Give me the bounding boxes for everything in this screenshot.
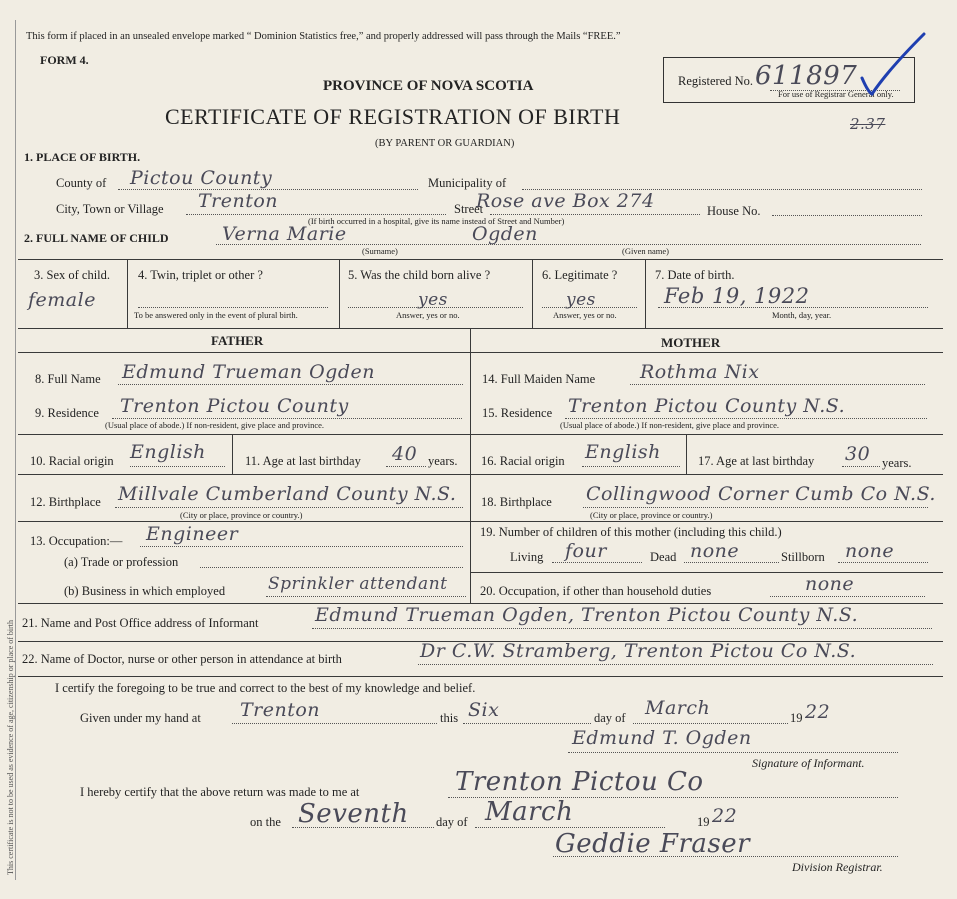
- registrar-text: I hereby certify that the above return was made to me at: [80, 785, 360, 799]
- registrar-year-prefix: 19: [697, 815, 710, 829]
- page-title: CERTIFICATE OF REGISTRATION OF BIRTH: [165, 104, 621, 129]
- registrar-day-of-label: day of: [436, 815, 468, 829]
- mother-residence-value: Trenton Pictou County N.S.: [568, 395, 846, 417]
- informant-signature-caption: Signature of Informant.: [752, 756, 865, 770]
- mother-heading: MOTHER: [661, 335, 721, 350]
- given-caption: (Given name): [622, 246, 669, 256]
- child-surname: Ogden: [472, 223, 538, 245]
- father-age-value: 40: [392, 443, 418, 465]
- business-label: (b) Business in which employed: [64, 584, 226, 598]
- corner-mark: 2.37: [850, 115, 886, 133]
- informant-label: 21. Name and Post Office address of Informant: [22, 616, 259, 630]
- father-name-value: Edmund Trueman Ogden: [122, 361, 375, 383]
- mother-occupation-label: 20. Occupation, if other than household duties: [480, 584, 712, 598]
- legitimate-value: yes: [566, 290, 596, 310]
- province-heading: PROVINCE OF NOVA SCOTIA: [323, 78, 534, 94]
- registrar-signature: Geddie Fraser: [555, 829, 751, 859]
- mother-birthplace-value: Collingwood Corner Cumb Co N.S.: [586, 483, 936, 505]
- mother-residence-label: 15. Residence: [482, 406, 553, 420]
- alive-label: 5. Was the child born alive ?: [348, 268, 491, 282]
- sex-value: female: [28, 289, 96, 311]
- father-racial-label: 10. Racial origin: [30, 454, 114, 468]
- house-label: House No.: [707, 204, 761, 218]
- registrar-month-value: March: [485, 797, 574, 827]
- father-residence-value: Trenton Pictou County: [120, 395, 349, 417]
- twin-label: 4. Twin, triplet or other ?: [138, 268, 263, 282]
- mother-years: years.: [882, 456, 912, 470]
- registrar-day-value: Seventh: [298, 799, 409, 829]
- father-birthplace-note: (City or place, province or country.): [180, 510, 303, 520]
- street-label: Street: [454, 202, 484, 216]
- child-given-name: Verna Marie: [222, 223, 347, 245]
- father-residence-label: 9. Residence: [35, 406, 99, 420]
- registrar-caption: Division Registrar.: [792, 860, 883, 874]
- living-value: four: [565, 540, 607, 562]
- mother-residence-note: (Usual place of abode.) If non-resident, give place and province.: [560, 420, 780, 430]
- sex-label: 3. Sex of child.: [34, 268, 111, 282]
- margin-rule: [15, 20, 16, 880]
- trade-label: (a) Trade or profession: [64, 555, 179, 569]
- county-value: Pictou County: [130, 167, 273, 189]
- stillborn-label: Stillborn: [781, 550, 825, 564]
- on-the-label: on the: [250, 815, 281, 829]
- mother-name-label: 14. Full Maiden Name: [482, 372, 596, 386]
- municipality-label: Municipality of: [428, 176, 507, 190]
- registered-label: Registered No.: [678, 74, 753, 88]
- legitimate-note: Answer, yes or no.: [553, 310, 617, 320]
- business-value: Sprinkler attendant: [268, 574, 448, 594]
- mail-notice: This form if placed in an unsealed envelope marked “ Dominion Statistics free,” and properly addressed will pass through the Mails “FREE.”: [26, 31, 621, 42]
- day-of-label: day of: [594, 711, 626, 725]
- county-label: County of: [56, 176, 107, 190]
- father-birthplace-label: 12. Birthplace: [30, 495, 101, 509]
- legitimate-label: 6. Legitimate ?: [542, 268, 618, 282]
- city-label: City, Town or Village: [56, 202, 164, 216]
- dob-label: 7. Date of birth.: [655, 268, 735, 282]
- surname-caption: (Surname): [362, 246, 398, 256]
- dob-value: Feb 19, 1922: [664, 284, 810, 308]
- doctor-label: 22. Name of Doctor, nurse or other person in attendance at birth: [22, 652, 342, 666]
- registrar-year-value: 22: [712, 805, 738, 827]
- father-heading: FATHER: [211, 333, 264, 348]
- father-birthplace-value: Millvale Cumberland County N.S.: [118, 483, 457, 505]
- given-day-value: Six: [468, 699, 500, 721]
- registered-note: For use of Registrar General only.: [778, 89, 894, 99]
- father-residence-note: (Usual place of abode.) If non-resident, give place and province.: [105, 420, 325, 430]
- mother-age-label: 17. Age at last birthday: [698, 454, 815, 468]
- living-label: Living: [510, 550, 544, 564]
- child-name-label: 2. FULL NAME OF CHILD: [24, 231, 169, 245]
- stillborn-value: none: [845, 540, 895, 562]
- mother-occupation-value: none: [805, 573, 855, 595]
- city-value: Trenton: [198, 190, 279, 212]
- father-occupation-value: Engineer: [146, 523, 239, 545]
- page-subtitle: (BY PARENT OR GUARDIAN): [375, 138, 515, 149]
- given-year-value: 22: [805, 701, 831, 723]
- alive-value: yes: [418, 290, 448, 310]
- margin-edge-text: This certificate is not to be used as evidence of age, citizenship or place of birth: [6, 619, 15, 875]
- street-value: Rose ave Box 274: [476, 190, 655, 212]
- certify-text: I certify the foregoing to be true and correct to the best of my knowledge and belief.: [55, 681, 476, 695]
- father-name-label: 8. Full Name: [35, 372, 101, 386]
- check-mark-icon: [858, 30, 928, 100]
- this-label: this: [440, 711, 459, 725]
- given-month-value: March: [645, 697, 711, 719]
- given-year-prefix: 19: [790, 711, 803, 725]
- alive-note: Answer, yes or no.: [396, 310, 460, 320]
- twin-note: To be answered only in the event of plural birth.: [134, 310, 298, 320]
- mother-birthplace-note: (City or place, province or country.): [590, 510, 713, 520]
- father-occupation-label: 13. Occupation:—: [30, 534, 123, 548]
- given-place-value: Trenton: [240, 699, 321, 721]
- mother-racial-label: 16. Racial origin: [481, 454, 565, 468]
- dob-note: Month, day, year.: [772, 310, 832, 320]
- dead-label: Dead: [650, 550, 677, 564]
- informant-value: Edmund Trueman Ogden, Trenton Pictou County N.S.: [315, 604, 859, 626]
- father-racial-value: English: [130, 441, 206, 463]
- registered-number: 611897: [755, 61, 858, 91]
- dead-value: none: [690, 540, 740, 562]
- doctor-value: Dr C.W. Stramberg, Trenton Pictou Co N.S.: [420, 640, 857, 662]
- registrar-place-value: Trenton Pictou Co: [455, 767, 704, 797]
- mother-name-value: Rothma Nix: [640, 361, 760, 383]
- hospital-note: (If birth occurred in a hospital, give its name instead of Street and Number): [308, 216, 565, 226]
- form-number: FORM 4.: [40, 53, 89, 67]
- place-heading: 1. PLACE OF BIRTH.: [24, 150, 141, 164]
- father-years: years.: [428, 454, 458, 468]
- mother-birthplace-label: 18. Birthplace: [481, 495, 552, 509]
- informant-signature: Edmund T. Ogden: [572, 727, 752, 749]
- mother-racial-value: English: [585, 441, 661, 463]
- children-count-label: 19. Number of children of this mother (including this child.): [480, 525, 782, 539]
- father-age-label: 11. Age at last birthday: [245, 454, 361, 468]
- given-under-label: Given under my hand at: [80, 711, 201, 725]
- mother-age-value: 30: [845, 443, 871, 465]
